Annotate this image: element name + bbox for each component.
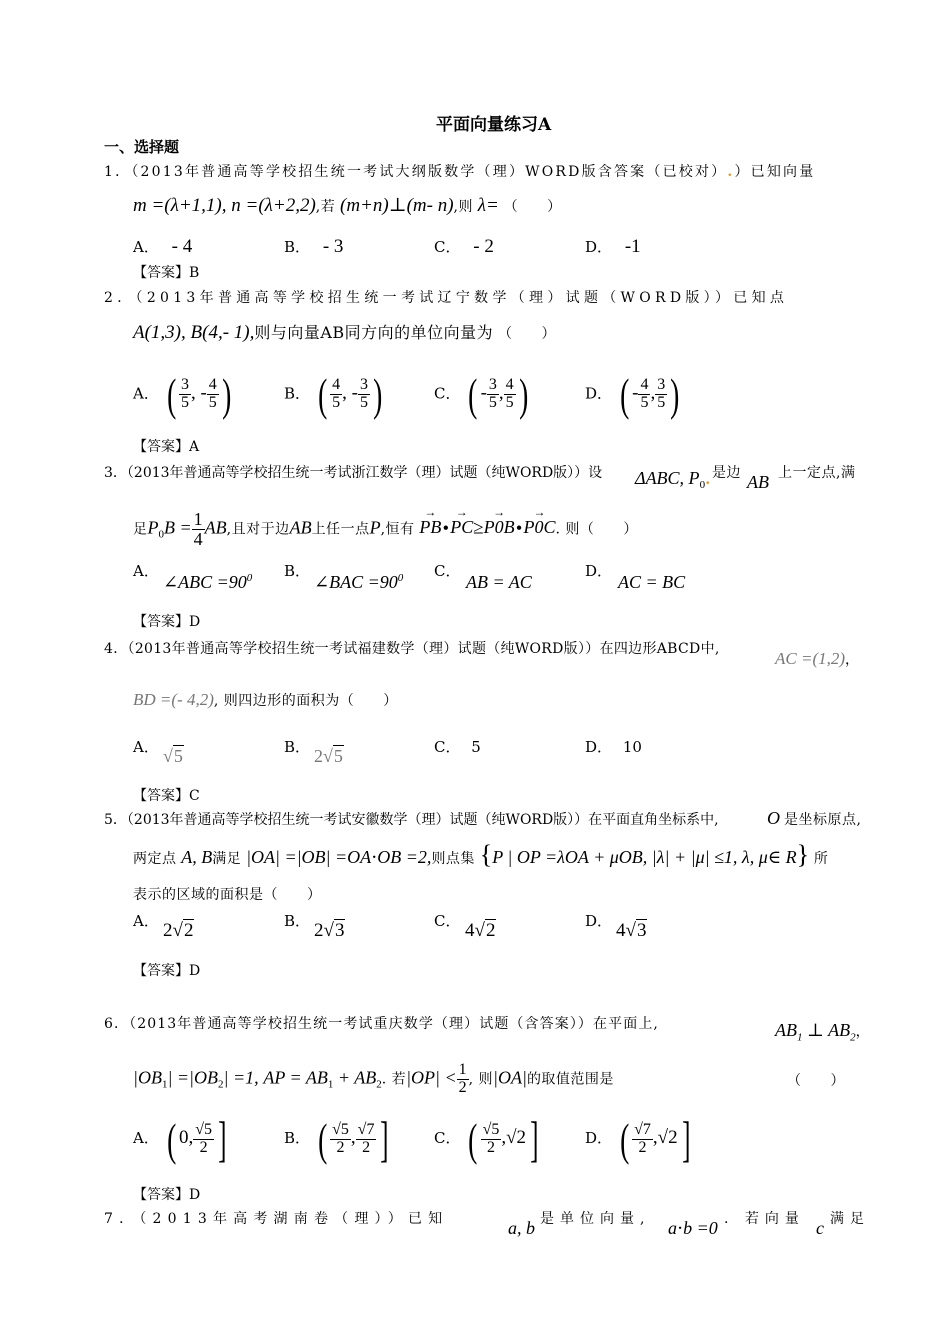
q2-answer: 【答案】A	[133, 439, 200, 455]
q6-option-a: A． ( 0, $\frac{√5}{2}$ ]	[133, 1111, 227, 1167]
vector-pb: → PB	[419, 517, 441, 538]
q1-num: 1．	[104, 164, 132, 180]
section-heading: 一、选择题	[104, 138, 180, 156]
q7-text: （2013年高考湖南卷（理））已知	[139, 1211, 449, 1227]
q4-option-b: B．	[284, 738, 311, 756]
q6-option-c: C． ( $\frac{√5}{2}$ ,√2]	[434, 1111, 539, 1167]
q1-option-a: A． - 4	[133, 236, 193, 257]
q3-answer: 【答案】D	[133, 614, 201, 630]
q6-option-b: B． ( $\frac{√5}{2}$ , $\frac{√7}{2}$ ]	[284, 1111, 389, 1167]
q1-option-d: D． -1	[585, 236, 641, 257]
q2-option-d: D． ( - $\frac{4}{5}$ , $\frac{3}{5}$ )	[585, 369, 680, 420]
q2-line2: 则与向量AB同方向的单位向量为	[254, 323, 494, 342]
q4-text: （2013年普通高等学校招生统一考试福建数学（理）试题（纯WORD版））在四边形ABCD中,	[127, 641, 720, 657]
q5-option-b: B．	[284, 912, 311, 930]
q5-option-a: A．	[133, 912, 159, 930]
q6-text: （2013年普通高等学校招生统一考试重庆数学（理）试题（含答案））在平面上,	[129, 1016, 659, 1032]
q5-answer: 【答案】D	[133, 963, 201, 979]
q5-math-condition: |OA| =|OB| =OA⋅OB =2,	[246, 847, 432, 867]
q1-answer: 【答案】B	[133, 265, 200, 281]
q2-option-a: A． ( $\frac{3}{5}$ , - $\frac{4}{5}$ )	[133, 369, 232, 420]
q6-answer: 【答案】D	[133, 1187, 201, 1203]
page-title: 平面向量练习A	[436, 115, 552, 135]
q5-text: （2013年普通高等学校招生统一考试安徽数学（理）试题（纯WORD版））在平面直角坐标系中,	[126, 812, 719, 828]
q5-line3: 表示的区域的面积是（ ）	[133, 887, 322, 903]
q2-option-b: B． ( $\frac{4}{5}$ , - $\frac{3}{5}$ )	[284, 369, 383, 420]
q5-option-d: D．	[585, 912, 613, 930]
marker-dot: .	[727, 164, 735, 180]
q5-option-c: C．	[434, 912, 461, 930]
q4-option-c: C． 5	[434, 738, 481, 756]
q1-option-b: B． - 3	[284, 236, 344, 257]
q4-option-d: D． 10	[585, 738, 642, 756]
q3-option-d: D．	[585, 562, 613, 580]
q3-option-b: B．	[284, 562, 311, 580]
q4-option-a: A．	[133, 738, 159, 756]
q3-option-a: A．	[133, 562, 159, 580]
vector-p0c: → P0C	[524, 517, 556, 538]
q1-tail: ）已知向量	[734, 164, 816, 180]
q1-blank: （ ）	[503, 199, 562, 215]
q6-blank: （ ）	[787, 1073, 845, 1089]
q3-text: （2013年普通高等学校招生统一考试浙江数学（理）试题（纯WORD版））设	[126, 465, 603, 481]
q5-math-set: P | OP =λOA + μOB, |λ| + |μ| ≤1, λ, μ∈ R	[492, 847, 797, 867]
q1-math-perp: (m+n)⊥(m- n)	[340, 195, 454, 216]
vector-pc: → PC	[450, 517, 473, 538]
q4-line2: , 则四边形的面积为（ ）	[213, 693, 398, 709]
vector-p0b: → P0B	[484, 517, 515, 538]
q1-math-lambda: λ=	[477, 195, 499, 216]
q3-option-c: C．	[434, 562, 461, 580]
q1-math-vectors: m =(λ+1,1), n =(λ+2,2)	[133, 195, 316, 216]
q6-option-d: D． ( $\frac{√7}{2}$ ,√2]	[585, 1111, 691, 1167]
q1-text: （2013年普通高等学校招生统一考试大纲版数学（理）WORD版含答案（已校对）	[131, 164, 728, 180]
q2-math-points: A(1,3), B(4,- 1),	[133, 322, 255, 343]
q2-option-c: C． ( - $\frac{3}{5}$ , $\frac{4}{5}$ )	[434, 369, 528, 420]
q1-option-c: C． - 2	[434, 236, 494, 257]
q2-text: （2013年普通高等学校招生统一考试辽宁数学（理）试题（WORD版））已知点	[135, 290, 789, 306]
q4-answer: 【答案】C	[133, 788, 200, 804]
